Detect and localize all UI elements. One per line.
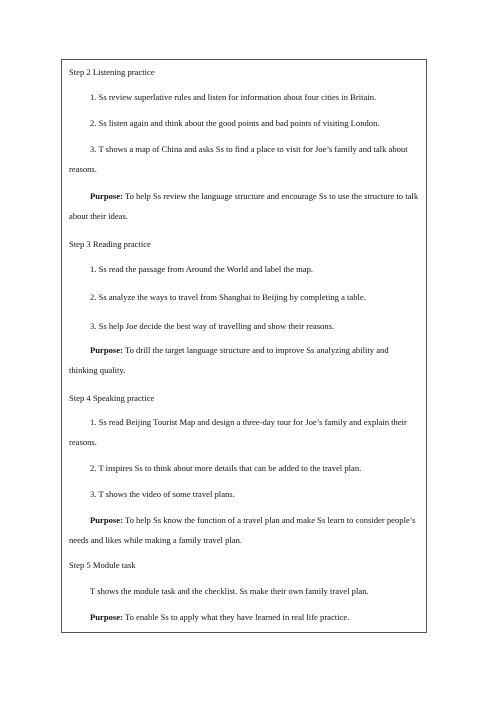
step-2-heading: Step 2 Listening practice bbox=[69, 67, 155, 77]
step-4-heading: Step 4 Speaking practice bbox=[69, 393, 155, 403]
step-4-item-2: 2. T inspires Ss to think about more details that can be added to the travel plan. bbox=[90, 463, 362, 473]
purpose-text: To drill the target language structure and to improve Ss analyzing ability and bbox=[122, 345, 389, 355]
step-2-purpose bbox=[90, 191, 418, 202]
step-4-purpose bbox=[90, 515, 416, 526]
step-3-purpose bbox=[90, 345, 389, 356]
purpose-label: Purpose: bbox=[90, 345, 123, 355]
purpose-text: To enable Ss to apply what they have learned in real life practice. bbox=[122, 612, 350, 622]
step-3-purpose-cont: thinking quality. bbox=[69, 365, 126, 375]
step-3-item-2: 2. Ss analyze the ways to travel from Shanghai to Beijing by completing a table. bbox=[90, 292, 366, 302]
step-5-purpose bbox=[90, 612, 349, 623]
purpose-label: Purpose: bbox=[90, 612, 123, 622]
step-5-heading: Step 5 Module task bbox=[69, 560, 136, 570]
step-3-heading: Step 3 Reading practice bbox=[69, 239, 151, 249]
purpose-text: To help Ss review the language structure and encourage Ss to use the structure to talk bbox=[122, 191, 419, 201]
purpose-label: Purpose: bbox=[90, 515, 123, 525]
step-2-item-3: 3. T shows a map of China and asks Ss to find a place to visit for Joe’s family and talk about bbox=[90, 144, 408, 154]
step-2-item-1: 1. Ss review superlative rules and listen for information about four cities in Britain. bbox=[90, 92, 377, 102]
step-4-purpose-cont: needs and likes while making a family travel plan. bbox=[69, 535, 243, 545]
step-2-item-3-cont: reasons. bbox=[69, 164, 97, 174]
lesson-procedure-box bbox=[61, 59, 427, 633]
step-5-item-1: T shows the module task and the checklist. Ss make their own family travel plan. bbox=[90, 586, 369, 596]
step-2-purpose-cont: about their ideas. bbox=[69, 211, 128, 221]
step-2-item-2: 2. Ss listen again and think about the good points and bad points of visiting London. bbox=[90, 118, 380, 128]
step-4-item-1-cont: reasons. bbox=[69, 437, 97, 447]
step-3-item-1: 1. Ss read the passage from Around the World and label the map. bbox=[90, 264, 314, 274]
step-3-item-3: 3. Ss help Joe decide the best way of travelling and show their reasons. bbox=[90, 321, 335, 331]
step-4-item-1: 1. Ss read Beijing Tourist Map and design a three-day tour for Joe’s family and explain their bbox=[90, 417, 407, 427]
purpose-label: Purpose: bbox=[90, 191, 123, 201]
purpose-text: To help Ss know the function of a travel plan and make Ss learn to consider people’s bbox=[122, 515, 416, 525]
step-4-item-3: 3. T shows the video of some travel plans. bbox=[90, 489, 235, 499]
